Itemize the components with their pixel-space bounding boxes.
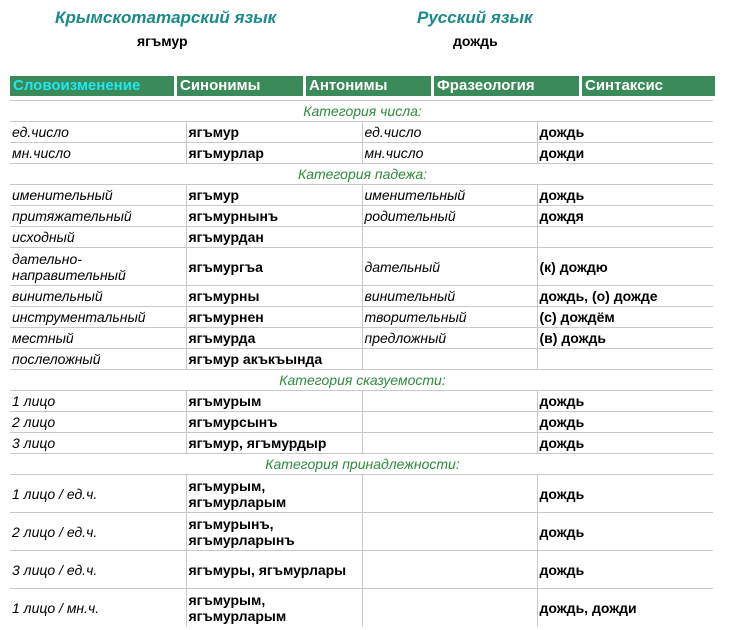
table-row <box>10 513 713 551</box>
russian-word-form: дождь, (о) дожде <box>537 286 713 307</box>
russian-case-label: предложный <box>362 328 537 349</box>
crimean-word-form: ягъмурда <box>186 328 362 349</box>
tab-bar <box>10 76 715 96</box>
russian-word-form: дождь <box>537 185 713 206</box>
russian-word-form: (к) дождю <box>537 248 713 286</box>
crimean-word-form: ягъмур <box>186 122 362 143</box>
crimean-word-form: ягъмуры, ягъмурлары <box>186 551 362 589</box>
crimean-word-form: ягъмурнынъ <box>186 206 362 227</box>
crimean-case-label: 2 лицо <box>10 412 186 433</box>
russian-word-form <box>537 227 713 248</box>
russian-case-label <box>362 551 537 589</box>
category-header <box>10 164 713 185</box>
table-row <box>10 248 713 286</box>
crimean-word-form: ягъмурны <box>186 286 362 307</box>
table-row <box>10 412 713 433</box>
russian-headword: дождь <box>453 33 498 49</box>
crimean-case-label: 1 лицо / мн.ч. <box>10 589 186 627</box>
crimean-word-form: ягъмур <box>186 185 362 206</box>
table-row <box>10 185 713 206</box>
tab-synonyms[interactable]: Синонимы <box>177 76 306 96</box>
table-row <box>10 551 713 589</box>
crimean-case-label: ед.число <box>10 122 186 143</box>
russian-case-label <box>362 391 537 412</box>
crimean-case-label: дательно-направительный <box>10 248 186 286</box>
russian-word-form: дождь <box>537 475 713 513</box>
russian-word-form: дождь <box>537 412 713 433</box>
category-title: Категория сказуемости: <box>10 370 713 391</box>
crimean-case-label: 3 лицо / ед.ч. <box>10 551 186 589</box>
inflection-table <box>10 100 713 626</box>
table-row <box>10 307 713 328</box>
crimean-case-label: 2 лицо / ед.ч. <box>10 513 186 551</box>
crimean-word-form: ягъмургъа <box>186 248 362 286</box>
russian-word-form: (в) дождь <box>537 328 713 349</box>
crimean-word-form: ягъмурым, ягъмурларым <box>186 589 362 627</box>
table-row <box>10 286 713 307</box>
russian-case-label <box>362 433 537 454</box>
crimean-word-form: ягъмурым <box>186 391 362 412</box>
table-row <box>10 206 713 227</box>
crimean-case-label: местный <box>10 328 186 349</box>
crimean-case-label: именительный <box>10 185 186 206</box>
russian-case-label <box>362 475 537 513</box>
category-title: Категория падежа: <box>10 164 713 185</box>
table-row <box>10 328 713 349</box>
russian-case-label: ед.число <box>362 122 537 143</box>
crimean-word-form: ягъмурсынъ <box>186 412 362 433</box>
crimean-case-label: 1 лицо / ед.ч. <box>10 475 186 513</box>
russian-word-form: дождь <box>537 122 713 143</box>
russian-case-label: творительный <box>362 307 537 328</box>
russian-case-label <box>362 589 537 627</box>
table-row <box>10 227 713 248</box>
russian-word-form: (с) дождём <box>537 307 713 328</box>
russian-case-label: именительный <box>362 185 537 206</box>
crimean-language-title: Крымскотатарский язык <box>55 8 277 27</box>
crimean-case-label: винительный <box>10 286 186 307</box>
crimean-case-label: исходный <box>10 227 186 248</box>
crimean-case-label: 3 лицо <box>10 433 186 454</box>
russian-case-label: винительный <box>362 286 537 307</box>
russian-case-label <box>362 349 537 370</box>
crimean-case-label: инструментальный <box>10 307 186 328</box>
russian-language-title: Русский язык <box>417 8 533 27</box>
crimean-case-label: мн.число <box>10 143 186 164</box>
crimean-headword: ягъмур <box>137 33 188 49</box>
crimean-word-form: ягъмурынъ, ягъмурларынъ <box>186 513 362 551</box>
category-title: Категория принадлежности: <box>10 454 713 475</box>
crimean-word-form: ягъмурдан <box>186 227 362 248</box>
crimean-case-label: 1 лицо <box>10 391 186 412</box>
category-header <box>10 454 713 475</box>
russian-word-form: дождь, дожди <box>537 589 713 627</box>
russian-word-form: дождь <box>537 391 713 412</box>
tab-syntax[interactable]: Синтаксис <box>582 76 715 96</box>
category-header <box>10 101 713 122</box>
russian-case-label <box>362 412 537 433</box>
crimean-case-label: притяжательный <box>10 206 186 227</box>
category-header <box>10 370 713 391</box>
crimean-case-label: послеложный <box>10 349 186 370</box>
table-row <box>10 589 713 627</box>
russian-word-form: дождя <box>537 206 713 227</box>
crimean-word-form: ягъмур, ягъмурдыр <box>186 433 362 454</box>
russian-word-form: дождь <box>537 513 713 551</box>
crimean-word-form: ягъмур акъкъында <box>186 349 362 370</box>
russian-case-label <box>362 227 537 248</box>
russian-word-form: дождь <box>537 551 713 589</box>
tab-antonyms[interactable]: Антонимы <box>306 76 434 96</box>
russian-word-form <box>537 349 713 370</box>
tab-phraseology[interactable]: Фразеология <box>434 76 582 96</box>
crimean-word-form: ягъмурнен <box>186 307 362 328</box>
russian-word-form: дождь <box>537 433 713 454</box>
category-title: Категория числа: <box>10 101 713 122</box>
crimean-word-form: ягъмурым, ягъмурларым <box>186 475 362 513</box>
table-row <box>10 349 713 370</box>
russian-case-label <box>362 513 537 551</box>
table-row <box>10 143 713 164</box>
table-row <box>10 433 713 454</box>
crimean-word-form: ягъмурлар <box>186 143 362 164</box>
russian-case-label: дательный <box>362 248 537 286</box>
table-row <box>10 475 713 513</box>
table-row <box>10 122 713 143</box>
russian-word-form: дожди <box>537 143 713 164</box>
tab-inflection[interactable]: Словоизменение <box>10 76 177 96</box>
table-row <box>10 391 713 412</box>
russian-case-label: мн.число <box>362 143 537 164</box>
russian-case-label: родительный <box>362 206 537 227</box>
